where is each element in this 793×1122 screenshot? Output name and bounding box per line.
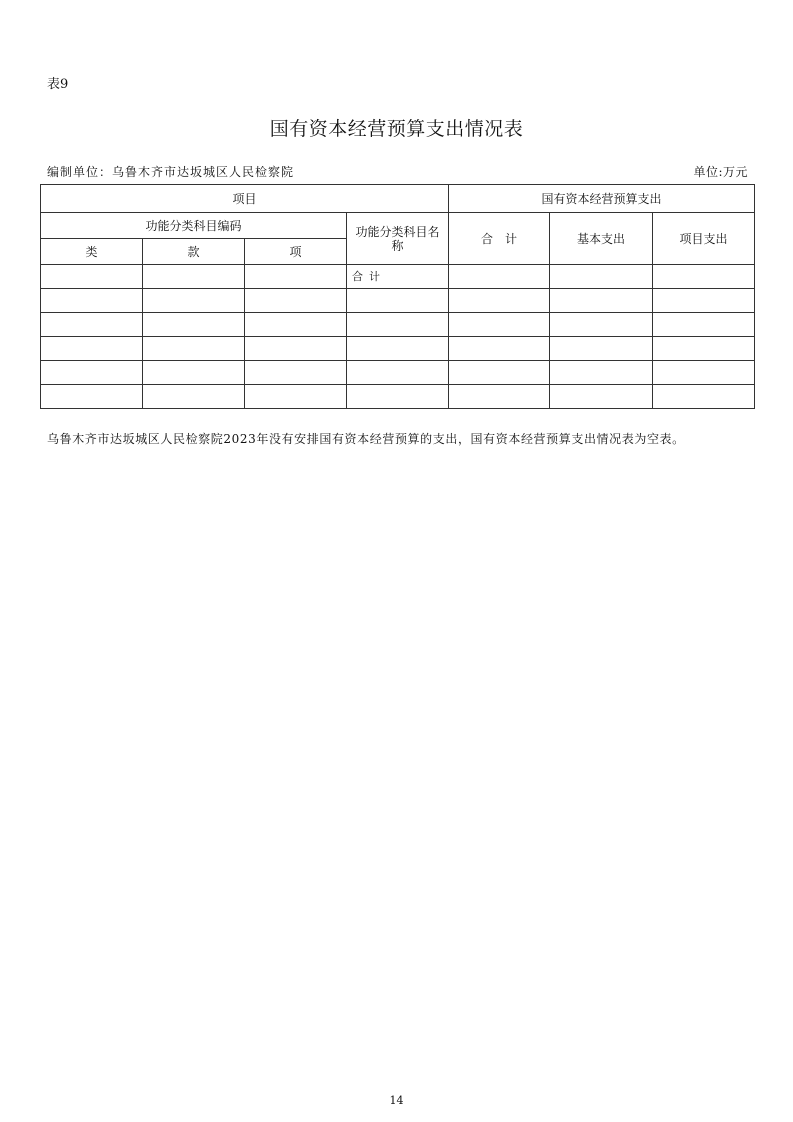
table-row <box>41 385 755 409</box>
compiling-unit: 编制单位：乌鲁木齐市达坂城区人民检察院 <box>47 165 295 179</box>
header-total: 合 计 <box>449 213 550 265</box>
table-row <box>41 289 755 313</box>
empty-table-note: 乌鲁木齐市达坂城区人民检察院2023年没有安排国有资本经营预算的支出，国有资本经营预算支出情况表为空表。 <box>47 432 685 446</box>
header-item-sub: 项 <box>245 239 347 265</box>
header-function-name: 功能分类科目名称 <box>347 213 449 265</box>
header-function-code: 功能分类科目编码 <box>41 213 347 239</box>
table-row <box>41 337 755 361</box>
total-row-label: 合计 <box>347 265 449 289</box>
unit-measure: 单位:万元 <box>693 165 748 179</box>
header-item: 项目 <box>41 185 449 213</box>
header-budget-expenditure: 国有资本经营预算支出 <box>449 185 755 213</box>
page-number: 14 <box>389 1094 404 1107</box>
header-section: 款 <box>143 239 245 265</box>
header-project-expenditure: 项目支出 <box>653 213 755 265</box>
budget-table <box>40 184 755 409</box>
table-row <box>41 313 755 337</box>
header-basic-expenditure: 基本支出 <box>550 213 653 265</box>
header-class: 类 <box>41 239 143 265</box>
page-title: 国有资本经营预算支出情况表 <box>269 118 524 140</box>
table-row <box>41 361 755 385</box>
table-number: 表9 <box>47 77 69 92</box>
table-row-total <box>41 265 755 289</box>
